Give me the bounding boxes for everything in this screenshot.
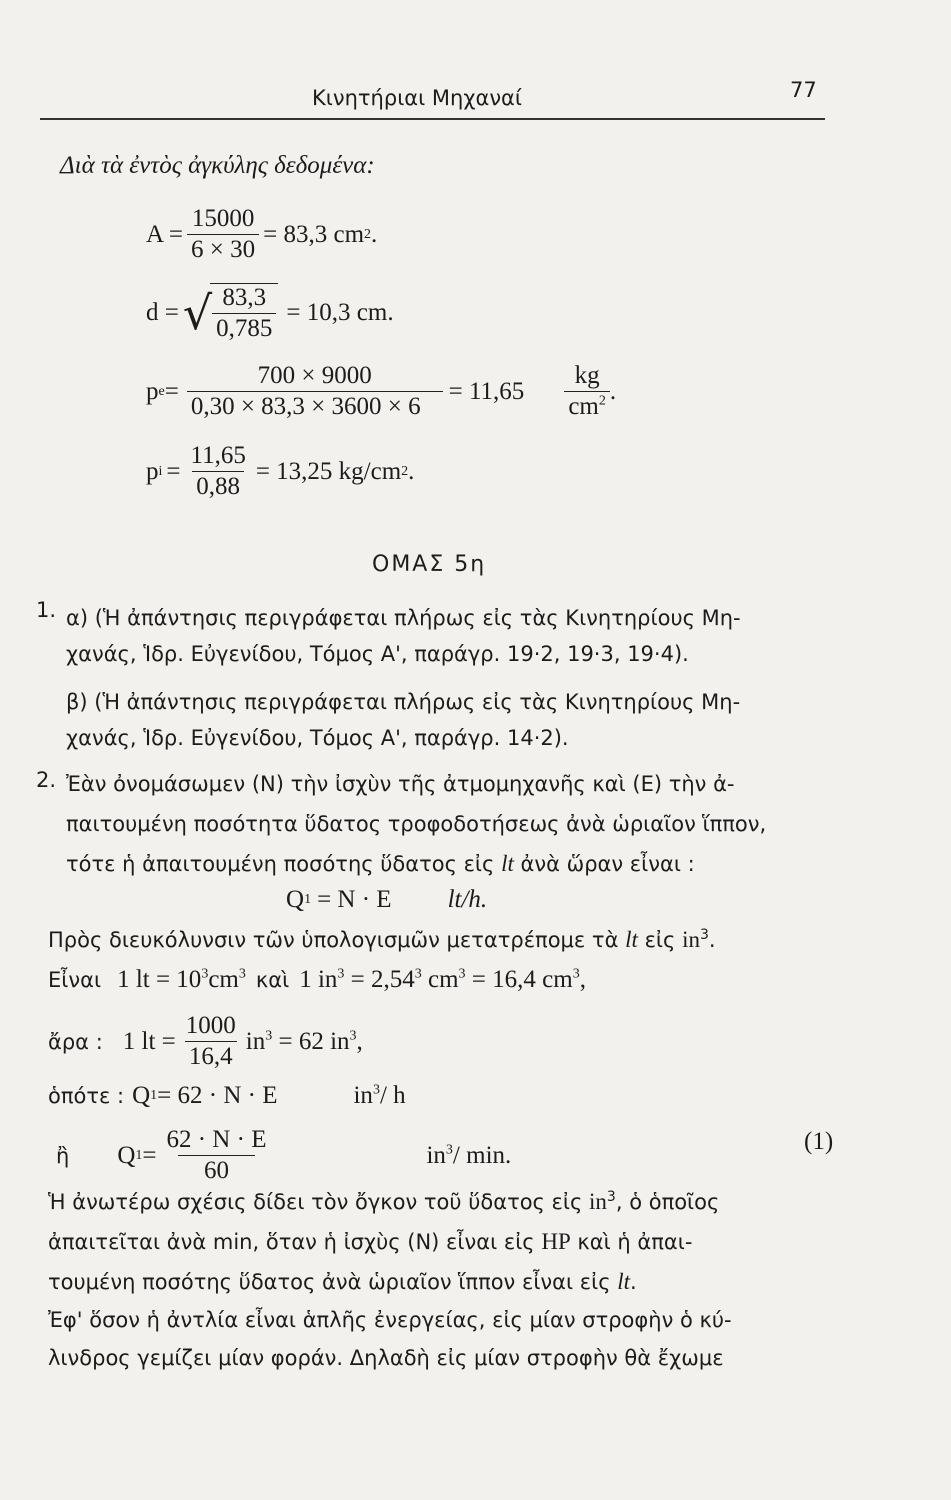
opote-expr: = 62 · N · E	[157, 1082, 278, 1109]
equation-h: ἢ Q 1 = $\frac{62 \cdot N \cdot E}{60}$ $in^3/$ min.	[56, 1126, 512, 1184]
item-2-unit: lt	[501, 851, 514, 876]
eq-d-rhs: = 10,3 cm.	[286, 299, 394, 326]
ara-rhs: $in^3 = 62$ $in^3$,	[245, 1027, 363, 1055]
eq-A-end: .	[371, 220, 378, 248]
intro-line: Διὰ τὰ ἐντὸς ἀγκύλης δεδομένα:	[60, 152, 375, 179]
opote-lhs: Q	[132, 1082, 151, 1109]
equation-Q1: Q 1 = N · E lt/h.	[286, 886, 488, 913]
header-rule	[40, 118, 825, 120]
h-eq: =	[142, 1141, 157, 1169]
eq-pe-unit-num: kg	[574, 362, 600, 389]
item-2-line1: Ἐὰν ὀνομάσωμεν (Ν) τὴν ἰσχὺν τῆς ἀτμομηχανῆς καὶ (Ε) τὴν ἀ-	[66, 772, 735, 796]
eq-pe-denominator: 0,30 × 83,3 × 3600 × 6	[187, 391, 443, 421]
einai-label: Εἶναι	[48, 968, 102, 992]
h-unit: $in^3/$ min.	[426, 1141, 512, 1169]
h-lhs: Q	[117, 1141, 136, 1169]
eq-pi-fraction	[187, 442, 250, 501]
ara-numerator: 1000	[185, 1012, 236, 1039]
eq-A-lhs: A =	[146, 220, 184, 248]
eq-pe-unit-den: $cm^2$	[564, 391, 610, 421]
final-line3: τουμένη ποσότης ὕδατος ἀνὰ ὡριαῖον ἵππον εἶναι εἰς lt.	[48, 1269, 637, 1294]
equation-d	[146, 283, 394, 343]
running-title: Κινητήριαι Μηχαναί	[312, 86, 523, 110]
equation-einai	[48, 966, 586, 994]
sqrt-icon: √	[182, 286, 213, 340]
eq-pe-fraction	[187, 362, 443, 421]
h-fraction	[162, 1126, 270, 1185]
item-2-line2: παιτουμένη ποσότητα ὕδατος τροφοδοτήσεως ἀνὰ ὡριαῖον ἵππον,	[66, 812, 767, 836]
h-denominator: 60	[178, 1155, 255, 1185]
eq-d-numerator: 83,3	[222, 284, 267, 311]
final-line1: Ἡ ἀνωτέρω σχέσις δίδει τὸν ὄγκον τοῦ ὕδατος εἰς $in^3$, ὁ ὁποῖος	[48, 1189, 720, 1214]
eq-d-denominator: 0,785	[212, 313, 276, 343]
convert-paragraph: Πρὸς διευκόλυνσιν τῶν ὑπολογισμῶν μετατρέπομε τὰ lt εἰς $in^3$.	[48, 927, 716, 952]
eq-pe-unit	[564, 362, 610, 421]
ara-denominator: 16,4	[185, 1041, 237, 1071]
ara-label: ἄρα :	[48, 1029, 103, 1054]
eq-pi-numerator: 11,65	[190, 442, 246, 469]
item-2-number: 2.	[36, 768, 57, 792]
item-1-b-line2: χανάς, Ἱδρ. Εὐγενίδου, Τόμος Α', παράγρ. 14·2).	[66, 726, 569, 750]
eq-pe-lhs: p	[146, 377, 159, 405]
eq-A-rhs: = 83,3 cm	[263, 220, 365, 248]
h-numerator: 62 · N · E	[166, 1126, 267, 1153]
equation-ref: (1)	[804, 1128, 834, 1155]
item-1-a-line1: α) (Ἡ ἀπάντησις περιγράφεται πλήρως εἰς τὰς Κινητηρίους Μη-	[66, 606, 741, 630]
einai-kai: καὶ	[255, 968, 290, 992]
eq-Q1-lhs: Q	[286, 886, 305, 913]
equation-ara	[48, 1012, 363, 1071]
einai-a: 1 lt = $10^3cm^3$	[117, 966, 246, 993]
equation-A: A = $\frac{15000}{6 \times 30}$ = 83,3 cm 2 .	[146, 205, 378, 263]
eq-d-lhs: d =	[146, 299, 179, 326]
eq-Q1-unit: lt/h.	[447, 886, 488, 913]
eq-A-denominator: 6 × 30	[187, 234, 259, 264]
h-label: ἢ	[56, 1143, 70, 1168]
final-line2: ἀπαιτεῖται ἀνὰ min, ὅταν ἡ ἰσχὺς (Ν) εἶναι εἰς HP καὶ ἡ ἀπαι-	[48, 1229, 693, 1254]
eq-pe-rhs: = 11,65	[448, 377, 525, 405]
eq-pi-eq: =	[166, 457, 181, 485]
final-line5: λινδρος γεμίζει μίαν φοράν. Δηλαδὴ εἰς μίαν στροφὴν θὰ ἔχωμε	[48, 1346, 724, 1370]
item-1-a-line2: χανάς, Ἱδρ. Εὐγενίδου, Τόμος Α', παράγρ. 19·2, 19·3, 19·4).	[66, 642, 689, 666]
eq-A-fraction	[187, 205, 259, 264]
einai-b: 1 $in^3 = 2,54^3$ $cm^3 = 16,4$ $cm^3$,	[299, 966, 586, 993]
page-number: 77	[790, 78, 817, 102]
item-1-b-line1: β) (Ἡ ἀπάντησις περιγράφεται πλήρως εἰς τὰς Κινητηρίους Μη-	[66, 690, 741, 714]
eq-pe-numerator: 700 × 9000	[257, 362, 372, 389]
opote-label: ὁπότε :	[48, 1084, 125, 1108]
eq-d-sqrt	[183, 283, 279, 343]
eq-pi-denominator: 0,88	[192, 471, 244, 501]
eq-d-fraction	[212, 284, 276, 343]
eq-Q1-expr: = N · E	[317, 886, 392, 913]
ara-lhs: 1 lt =	[122, 1027, 176, 1055]
equation-opote: ὁπότε : Q 1 = 62 · N · E $in^3/$ h	[48, 1082, 406, 1109]
final-line4: Ἐφ' ὅσον ἡ ἀντλία εἶναι ἁπλῆς ἐνεργείας, εἰς μίαν στροφὴν ὁ κύ-	[48, 1308, 732, 1332]
eq-d-radicand	[210, 283, 278, 343]
opote-unit: $in^3/$ h	[353, 1082, 406, 1109]
equation-pi: p i = $\frac{11,65}{0,88}$ = 13,25 kg/cm 2 .	[146, 442, 415, 500]
eq-pi-end: .	[408, 457, 415, 485]
eq-pe-end: .	[609, 377, 617, 405]
eq-pe-eq: =	[164, 377, 179, 405]
eq-A-numerator: 15000	[191, 205, 255, 232]
ara-fraction	[182, 1012, 240, 1071]
item-2-line3: τότε ἡ ἀπαιτουμένη ποσότης ὕδατος εἰς lt ἀνὰ ὥραν εἶναι :	[66, 851, 695, 876]
equation-pe: p e = $\frac{700 \times 9000}{0,30 \times 83,3 \times 3600 \times 6}$ = 11,65 $\frac{kg}{cm^2}$ .	[146, 362, 617, 420]
eq-pi-lhs: p	[146, 457, 159, 485]
item-1-number: 1.	[36, 598, 57, 622]
section-title: ΟΜΑΣ 5η	[372, 552, 487, 577]
eq-pi-rhs: = 13,25 kg/cm	[255, 457, 402, 485]
